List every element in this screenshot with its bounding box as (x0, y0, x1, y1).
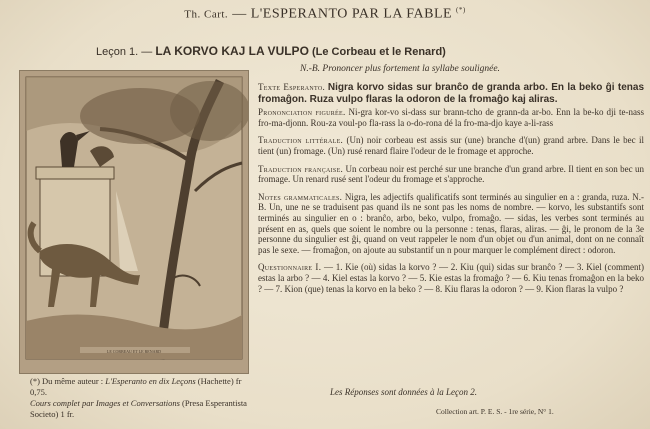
lesson-text (258, 82, 644, 296)
lesson-heading (96, 44, 446, 58)
footnote-line2-suffix: (Presa Esperantista Societo) 1 fr. (30, 398, 247, 419)
literal-translation-body: (Un) noir corbeau est assis sur (une) branche d'(un) grand arbre. Dans le bec il tient (un) fromage. (Un) rusé renard flaire l'odeur de le fromage et approche. (258, 135, 645, 156)
grammar-notes-section (258, 192, 644, 256)
french-translation-section (258, 164, 644, 185)
answers-note: Les Réponses sont données à la Leçon 2. (330, 387, 477, 397)
footnote-mark: (*) (456, 6, 466, 14)
collection-info: Collection art. P. E. S. - 1re série, N° 1. (436, 407, 554, 416)
literal-translation-label: Traduction littérale. (258, 135, 344, 146)
fable-engraving (19, 70, 249, 374)
page-title: L'ESPERANTO PAR LA FABLE (250, 6, 453, 22)
lesson-title-esperanto: LA KORVO KAJ LA VULPO (155, 44, 309, 58)
pronunciation-note: N.-B. Prononcer plus fortement la syllabe soulignée. (300, 64, 500, 74)
questionnaire-label: Questionnaire I. (258, 262, 322, 273)
esperanto-text-section (258, 82, 644, 105)
pronunciation-label: Prononciation figurée. (258, 107, 346, 118)
engraving-caption: LE CORBEAU ET LE RENARD (106, 349, 162, 354)
author-prefix: Th. Cart. (184, 8, 229, 21)
pronunciation-body: Ni-gra kor-vo si-dass sur brann-tcho de grann-da ar-bo. Enn la be-ko dji te-nass fro-ma-djonn. Rou-za voul-po fla-rass la o-do-rona dé la fro-ma-djo kaye a-li-rass (258, 107, 644, 128)
header-dash: — (232, 6, 247, 22)
french-translation-label: Traduction française. (258, 163, 344, 174)
esperanto-text-label: Texte Esperanto. (258, 82, 326, 92)
footnote-line1-suffix: (Hachette) fr 0,75. (30, 376, 242, 397)
card-header (0, 6, 650, 23)
footnote-book-title: L'Esperanto en dix Leçons (105, 376, 196, 386)
esperanto-text-body: Nigra korvo sidas sur branĉo de granda arbo. En la beko ĝi tenas fromaĝon. Ruza vulpo flaras la odoron de la fromaĝo kaj aliras. (258, 82, 645, 105)
author-footnote (30, 376, 260, 420)
footnote-course-title: Cours complet par Images et Conversations (30, 398, 180, 408)
pronunciation-section (258, 107, 644, 128)
engraving-illustration (20, 71, 248, 373)
grammar-notes-body: Nigra, les adjectifs qualificatifs sont terminés au singulier en a : granda, ruza. N.-B. Un, une ne se traduisent pas quand ils ne sont pas les noms de nombre. — korvo, les substantifs sont terminés au singulier en o : branĉo, arbo, beko, vulpo, fromaĝo. — sidas, les verbes sont terminés au présent en as, quels que soient le nombre ou la personne : tenas, flaras, aliras. — ĝi, le pronom de la 3e personne du singulier est ĝi, quand on veut rappeler le nom d'un objet ou d'un animal, dont on ne connaît pas le sexe. — fromaĝon, on ajoute au substantif un n pour marquer le complément direct : odoron. (258, 191, 645, 255)
lesson-title-french: (Le Corbeau et le Renard) (311, 46, 446, 58)
french-translation-body: Un corbeau noir est perché sur une branche d'un grand arbre. Il tient en son bec un fromage. Un renard rusé sent l'odeur du fromage et s'approche. (258, 163, 645, 185)
questionnaire-section (258, 262, 644, 294)
lesson-label: Leçon 1. — (96, 46, 153, 58)
footnote-line1-prefix: (*) Du même auteur : (30, 376, 104, 386)
literal-translation-section (258, 135, 644, 156)
questionnaire-body: — 1. Kie (où) sidas la korvo ? — 2. Kiu (qui) sidas sur branĉo ? — 3. Kiel (comment) estas la arbo ? — 4. Kiel estas la korvo ? — 5. Kie estas la fromaĝo ? — 6. Kiu tenas fromaĝon en la beko ? — 7. Kion (que) tenas la korvo en la beko ? — 8. Kiu flaras la odoron ? — 9. Kion flaras la vulpo ? (258, 262, 645, 294)
grammar-notes-label: Notes grammaticales. (258, 191, 343, 202)
